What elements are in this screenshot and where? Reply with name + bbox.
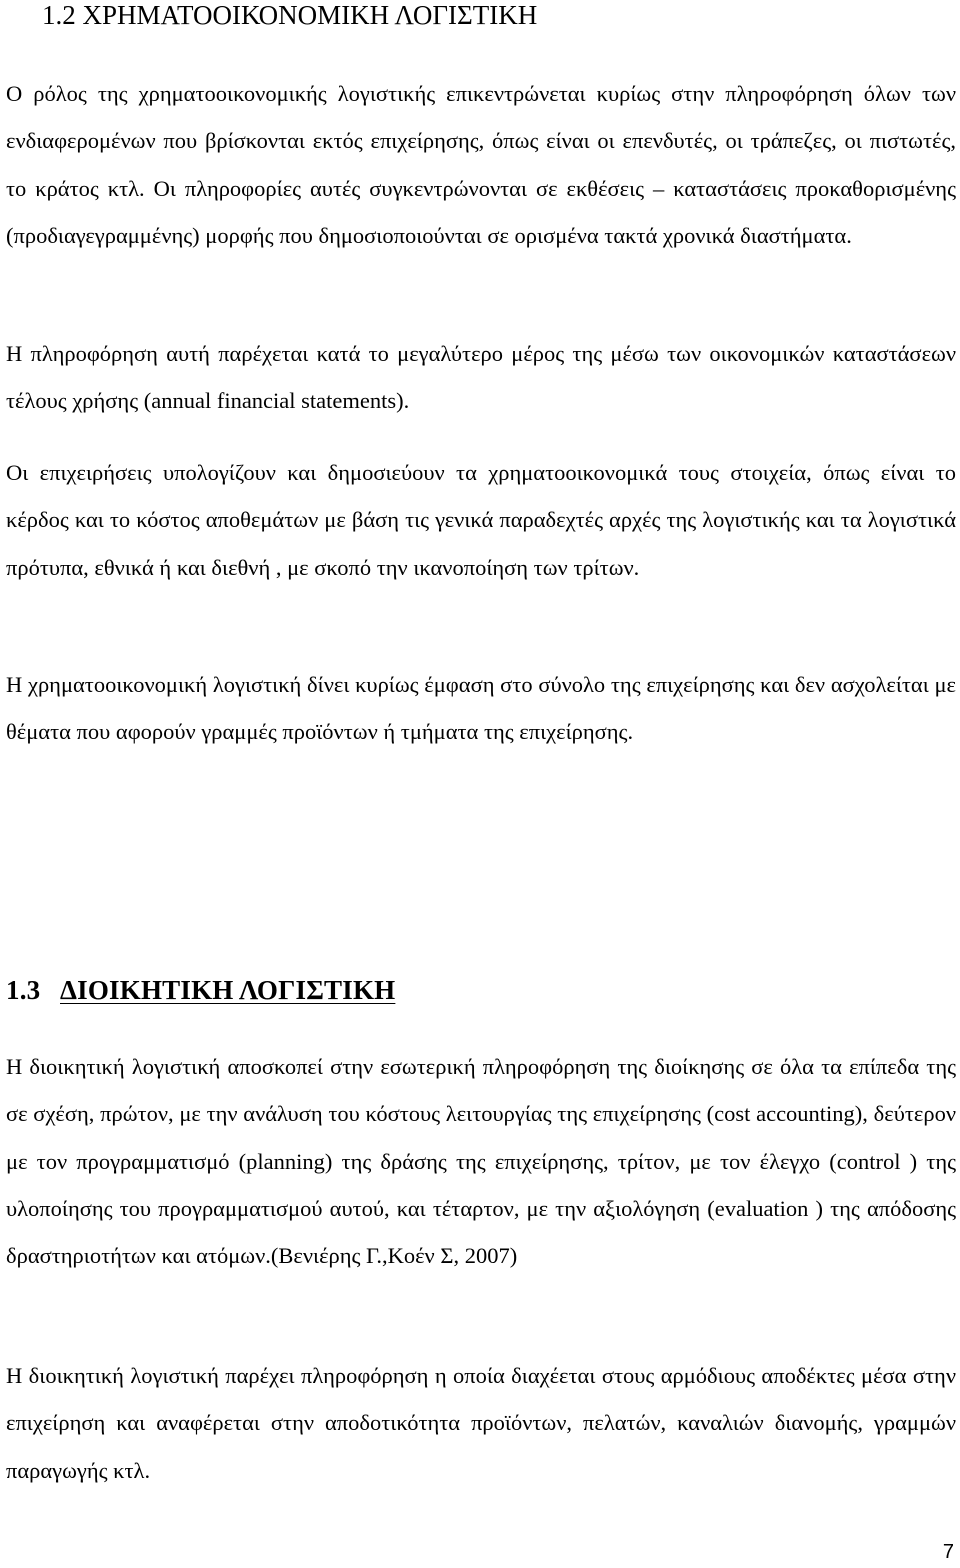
section-number: 1.3 <box>6 975 41 1005</box>
paragraph-whole-business-focus: Η χρηματοοικονομική λογιστική δίνει κυρίως έμφαση στο σύνολο της επιχείρησης και δεν ασχολείται με θέματα που αφορούν γραμμές προϊόντων ή τμήματα της επιχείρησης. <box>6 672 956 745</box>
page-number: 7 <box>942 1541 954 1563</box>
paragraph-role-of-financial-accounting: Ο ρόλος της χρηματοοικονομικής λογιστικής επικεντρώνεται κυρίως στην πληροφόρηση όλων των ενδιαφερομένων που βρίσκονται εκτός επιχείρησης, όπως είναι οι επενδυτές, οι τράπεζες, οι πιστωτές, το κράτος κτλ. Οι πληροφορίες αυτές συγκεντρώνονται σε εκθέσεις – καταστάσεις προκαθορισμένης (προδιαγεγραμμένης) μορφής που δημοσιοποιούνται σε ορισμένα τακτά χρονικά διαστήματα. <box>6 81 956 248</box>
section-heading-financial-accounting: 1.2 ΧΡΗΜΑΤΟΟΙΚΟΝΟΜΙΚΗ ΛΟΓΙΣΤΙΚΗ <box>42 0 538 30</box>
section-title: ΔΙΟΙΚΗΤΙΚΗ ΛΟΓΙΣΤΙΚΗ <box>60 975 396 1005</box>
paragraph-management-accounting-purpose: Η διοικητική λογιστική αποσκοπεί στην εσωτερική πληροφόρηση της διοίκησης σε όλα τα επίπεδα της σε σχέση, πρώτον, με την ανάλυση του κόστους λειτουργίας της επιχείρησης (cost accounting), δεύτερον με τον προγραμματισμό (planning) της δράσης της επιχείρησης, τρίτον, με τον έλεγχο (control ) της υλοποίησης του προγραμματισμού αυτού, και τέταρτον, με την αξιολόγηση (evaluation ) της απόδοσης δραστηριοτήτων και ατόμων.(Βενιέρης Γ.,Κοέν Σ, 2007) <box>6 1054 956 1269</box>
paragraph-accounting-standards: Οι επιχειρήσεις υπολογίζουν και δημοσιεύουν τα χρηματοοικονομικά τους στοιχεία, όπως είναι το κέρδος και το κόστος αποθεμάτων με βάση τις γενικά παραδεχτές αρχές της λογιστικής και τα λογιστικά πρότυπα, εθνικά ή και διεθνή , με σκοπό την ικανοποίηση των τρίτων. <box>6 460 956 580</box>
paragraph-management-accounting-recipients: Η διοικητική λογιστική παρέχει πληροφόρηση η οποία διαχέεται στους αρμόδιους αποδέκτες μέσα στην επιχείρηση και αναφέρεται στην αποδοτικότητα προϊόντων, πελατών, καναλιών διανομής, γραμμών παραγωγής κτλ. <box>6 1363 956 1483</box>
paragraph-annual-financial-statements: Η πληροφόρηση αυτή παρέχεται κατά το μεγαλύτερο μέρος της μέσω των οικονομικών καταστάσεων τέλους χρήσης (annual financial statements). <box>6 341 956 414</box>
section-heading-management-accounting <box>6 973 395 1007</box>
